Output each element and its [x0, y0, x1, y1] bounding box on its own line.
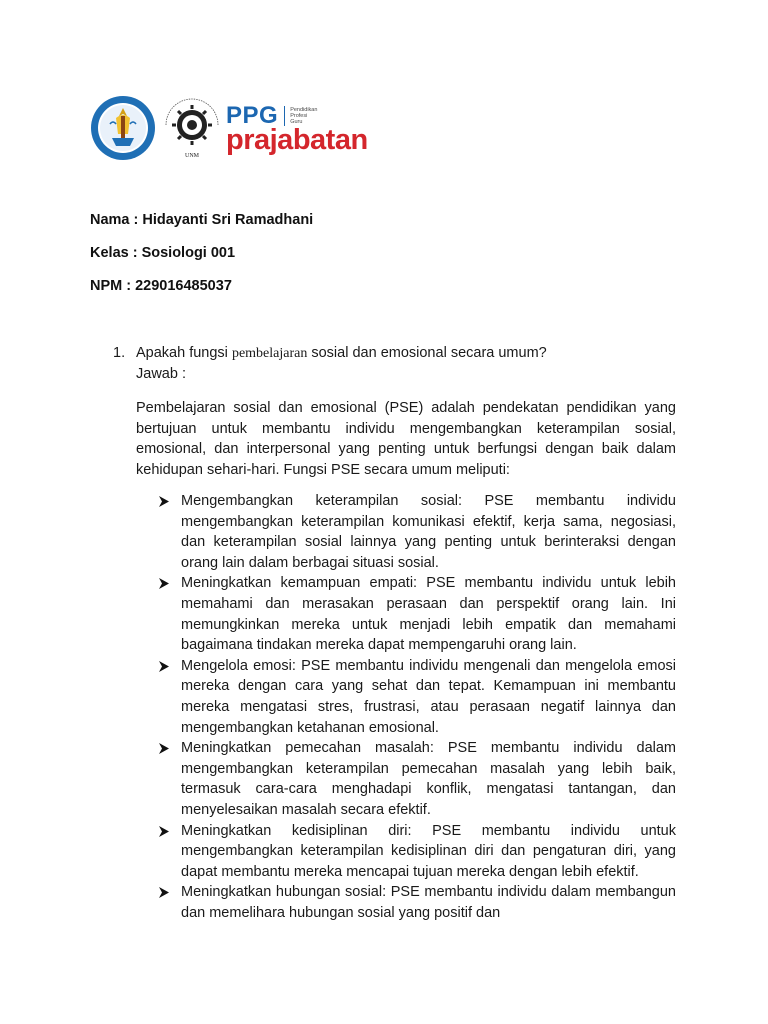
list-item-text: Meningkatkan pemecahan masalah: PSE membantu individu dalam mengembangkan keterampilan pemecahan masalah yang lebih baik, termasuk cara-cara menghadapi konflik, mengatasi tantangan, dan menyelesaikan masalah secara efektif. [181, 740, 676, 818]
arrow-bullet-icon [158, 661, 170, 672]
arrow-bullet-icon [158, 496, 170, 507]
list-item [158, 656, 676, 738]
ppg-logo-text: PPG [226, 102, 279, 129]
question-text [136, 345, 547, 362]
list-item-text: Meningkatkan kemampuan empati: PSE membantu individu untuk lebih memahami dan merasakan perasaan dan perspektif orang lain. Ini memungkinkan mereka untuk menjadi lebih empatik dan memahami bagaimana tindakan mereka dapat mempengaruhi orang lain. [181, 575, 676, 654]
list-item [158, 738, 676, 820]
prajabatan-logo-text: prajabatan [226, 124, 368, 156]
function-list [158, 491, 676, 923]
question-text-part-2: sosial dan emosional secara umum? [307, 345, 547, 361]
list-item-text: Meningkatkan kedisiplinan diri: PSE membantu individu untuk mengembangkan keterampilan kedisiplinan diri dan pengaturan diri, yang dapat membantu mereka mencapai tujuan mereka dengan lebih efektif. [181, 822, 676, 880]
ppg-subtitle-line-3: Guru [290, 119, 303, 125]
list-item [158, 573, 676, 655]
list-item-text: Mengembangkan keterampilan sosial: PSE membantu individu mengembangkan keterampilan komunikasi efektif, kerja sama, negosiasi, dan keterampilan sosial lainnya yang penting untuk berinteraksi dengan orang lain dalam berbagai situasi sosial. [181, 493, 676, 571]
student-name: Nama : Hidayanti Sri Ramadhani [90, 212, 314, 228]
unm-logo [160, 95, 224, 161]
answer-label: Jawab : [136, 366, 186, 382]
intro-paragraph: Pembelajaran sosial dan emosional (PSE) adalah pendekatan pendidikan yang bertujuan untuk membantu individu mengembangkan keterampilan sosial, emosional, dan interpersonal yang penting untuk berfungsi dengan baik dalam kehidupan sehari-hari. Fungsi PSE secara umum meliputi: [136, 400, 676, 478]
ppg-subtitle-line-2: Profesi [290, 113, 308, 119]
tut-wuri-handayani-logo [90, 94, 156, 162]
list-item [158, 821, 676, 883]
question-number: 1. [113, 345, 126, 361]
header-logos [90, 92, 426, 164]
ppg-subtitle [290, 107, 317, 125]
list-item [158, 491, 676, 573]
list-item-text: Mengelola emosi: PSE membantu individu mengenali dan mengelola emosi mereka dengan cara yang sehat dan tepat. Kemampuan ini membantu mereka mengatasi stres, frustrasi, atau perasaan negatif lainnya dan mengembangkan ketahanan emosional. [181, 657, 676, 736]
ppg-separator [284, 106, 285, 126]
question-text-serif-word: pembelajaran [231, 346, 308, 361]
student-class: Kelas : Sosiologi 001 [90, 245, 236, 261]
ppg-prajabatan-logo [226, 92, 426, 164]
arrow-bullet-icon [158, 826, 170, 837]
ppg-subtitle-line-1: Pendidikan [290, 107, 318, 113]
student-npm: NPM : 229016485037 [90, 278, 232, 294]
arrow-bullet-icon [158, 743, 170, 754]
list-item-text: Meningkatkan hubungan sosial: PSE membantu individu dalam membangun dan memelihara hubungan sosial yang positif dan [181, 884, 676, 921]
list-item [158, 882, 676, 923]
arrow-bullet-icon [158, 887, 170, 898]
question-text-part-1: Apakah fungsi [136, 345, 232, 361]
arrow-bullet-icon [158, 578, 170, 589]
unm-logo-sub: UNM [184, 153, 200, 159]
